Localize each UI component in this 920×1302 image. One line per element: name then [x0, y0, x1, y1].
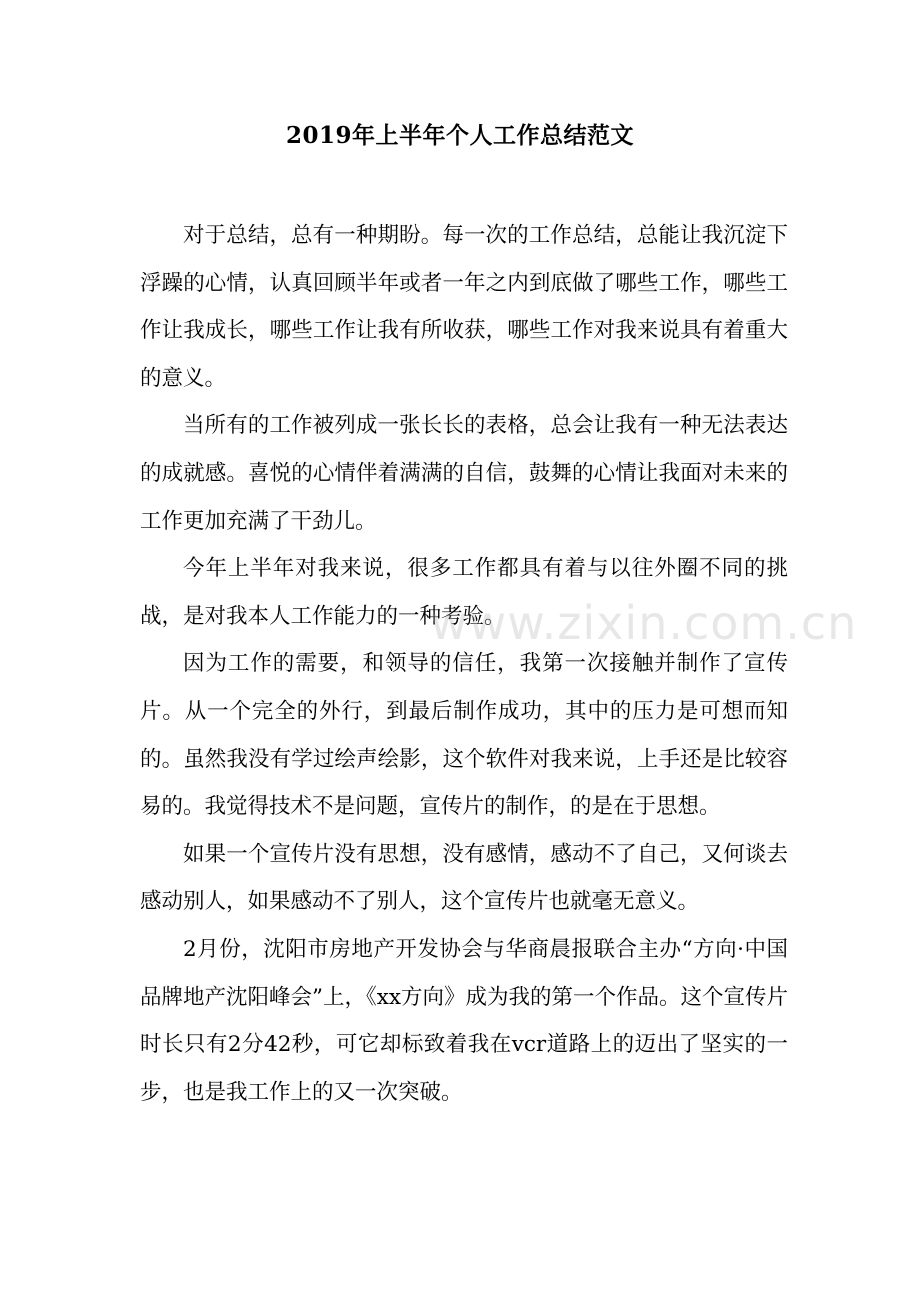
paragraph-6: 2月份，沈阳市房地产开发协会与华商晨报联合主办“方向·中国品牌地产沈阳峰会”上，《xx方向》成为我的第一个作品。这个宣传片时长只有2分42秒，可它却标致着我在vcr道路上的迈出了坚实的一步，也是我工作上的又一次突破。 [140, 936, 788, 1105]
document-title: 2019年上半年个人工作总结范文 [285, 122, 634, 149]
watermark: www.zixin.com.cn [430, 596, 858, 650]
paragraph-4: 因为工作的需要，和领导的信任，我第一次接触并制作了宣传片。从一个完全的外行，到最后制作成功，其中的压力是可想而知的。虽然我没有学过绘声绘影，这个软件对我来说，上手还是比较容易的。我觉得技术不是问题，宣传片的制作，的是在于思想。 [140, 651, 788, 820]
paragraph-2: 当所有的工作被列成一张长长的表格，总会让我有一种无法表达的成就感。喜悦的心情伴着满满的自信，鼓舞的心情让我面对未来的工作更加充满了干劲儿。 [140, 413, 788, 534]
paragraph-5: 如果一个宣传片没有思想，没有感情，感动不了自己，又何谈去感动别人，如果感动不了别人，这个宣传片也就毫无意义。 [140, 841, 788, 915]
document-body [140, 212, 788, 1116]
paragraph-1: 对于总结，总有一种期盼。每一次的工作总结，总能让我沉淀下浮躁的心情，认真回顾半年或者一年之内到底做了哪些工作，哪些工作让我成长，哪些工作让我有所收获，哪些工作对我来说具有着重大的意义。 [140, 223, 788, 391]
paragraph-3: 今年上半年对我来说，很多工作都具有着与以往外圈不同的挑战，是对我本人工作能力的一种考验。 [140, 556, 788, 629]
